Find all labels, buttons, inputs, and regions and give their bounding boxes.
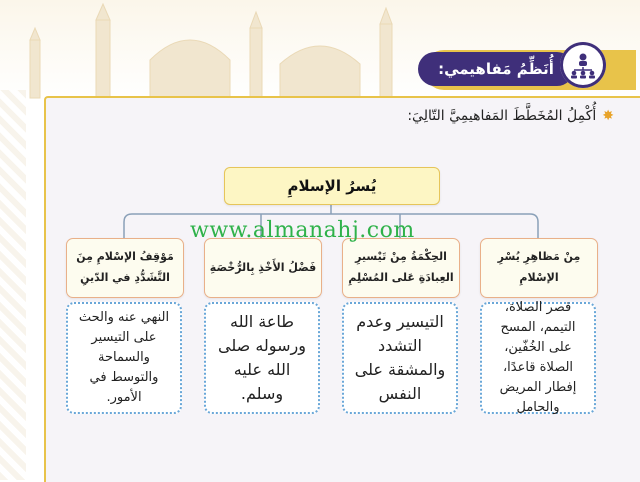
heading-box-stance — [66, 238, 184, 298]
answer-box-wisdom — [342, 302, 458, 414]
heading-text: مَوْقِفُ الإسْلامِ مِنَ التَّشَدُّدِ في الدّينِ — [76, 250, 174, 284]
answer-text: النهي عنه والحث على التيسير والسماحة والتوسط في الأمور. — [78, 309, 170, 406]
heading-text: فَضْلُ الأَخْذِ بِالرُّخْصَةِ — [209, 260, 317, 274]
concept-map-title — [224, 167, 440, 205]
heading-text: الحِكْمَةُ مِنْ تَيْسيرِ العِبادَةِ عَلى المُسْلِمِ — [348, 250, 454, 284]
heading-box-manifestations — [480, 238, 598, 298]
section-title: أُنَظِّمُ مَفاهيمي: — [438, 60, 554, 78]
star-bullet-icon: ✸ — [602, 108, 614, 124]
heading-text: مِنْ مَظاهِرِ يُسْرِ الإسْلامِ — [497, 250, 581, 284]
answer-text: قصر الصلاة، التيمم، المسح على الخُفّين، الصلاة قاعدًا، إفطار المريض والحامل — [499, 299, 577, 416]
heading-box-wisdom — [342, 238, 460, 298]
answer-box-stance — [66, 302, 182, 414]
heading-box-virtue — [204, 238, 322, 298]
answer-text: التيسير وعدم التشدد والمشقة على النفس — [354, 312, 446, 403]
instruction-text: أُكْمِلُ المُخَطَّطَ المَفاهيمِيَّ التّالِيَ: — [407, 108, 597, 124]
concept-map-title-text: يُسرُ الإسلامِ — [287, 177, 377, 195]
answer-box-manifestations — [480, 299, 596, 416]
answer-box-virtue — [204, 302, 320, 414]
answer-text: طاعة الله ورسوله صلى الله عليه وسلم. — [218, 312, 306, 403]
site-watermark: www.almanahj.com — [190, 218, 415, 243]
